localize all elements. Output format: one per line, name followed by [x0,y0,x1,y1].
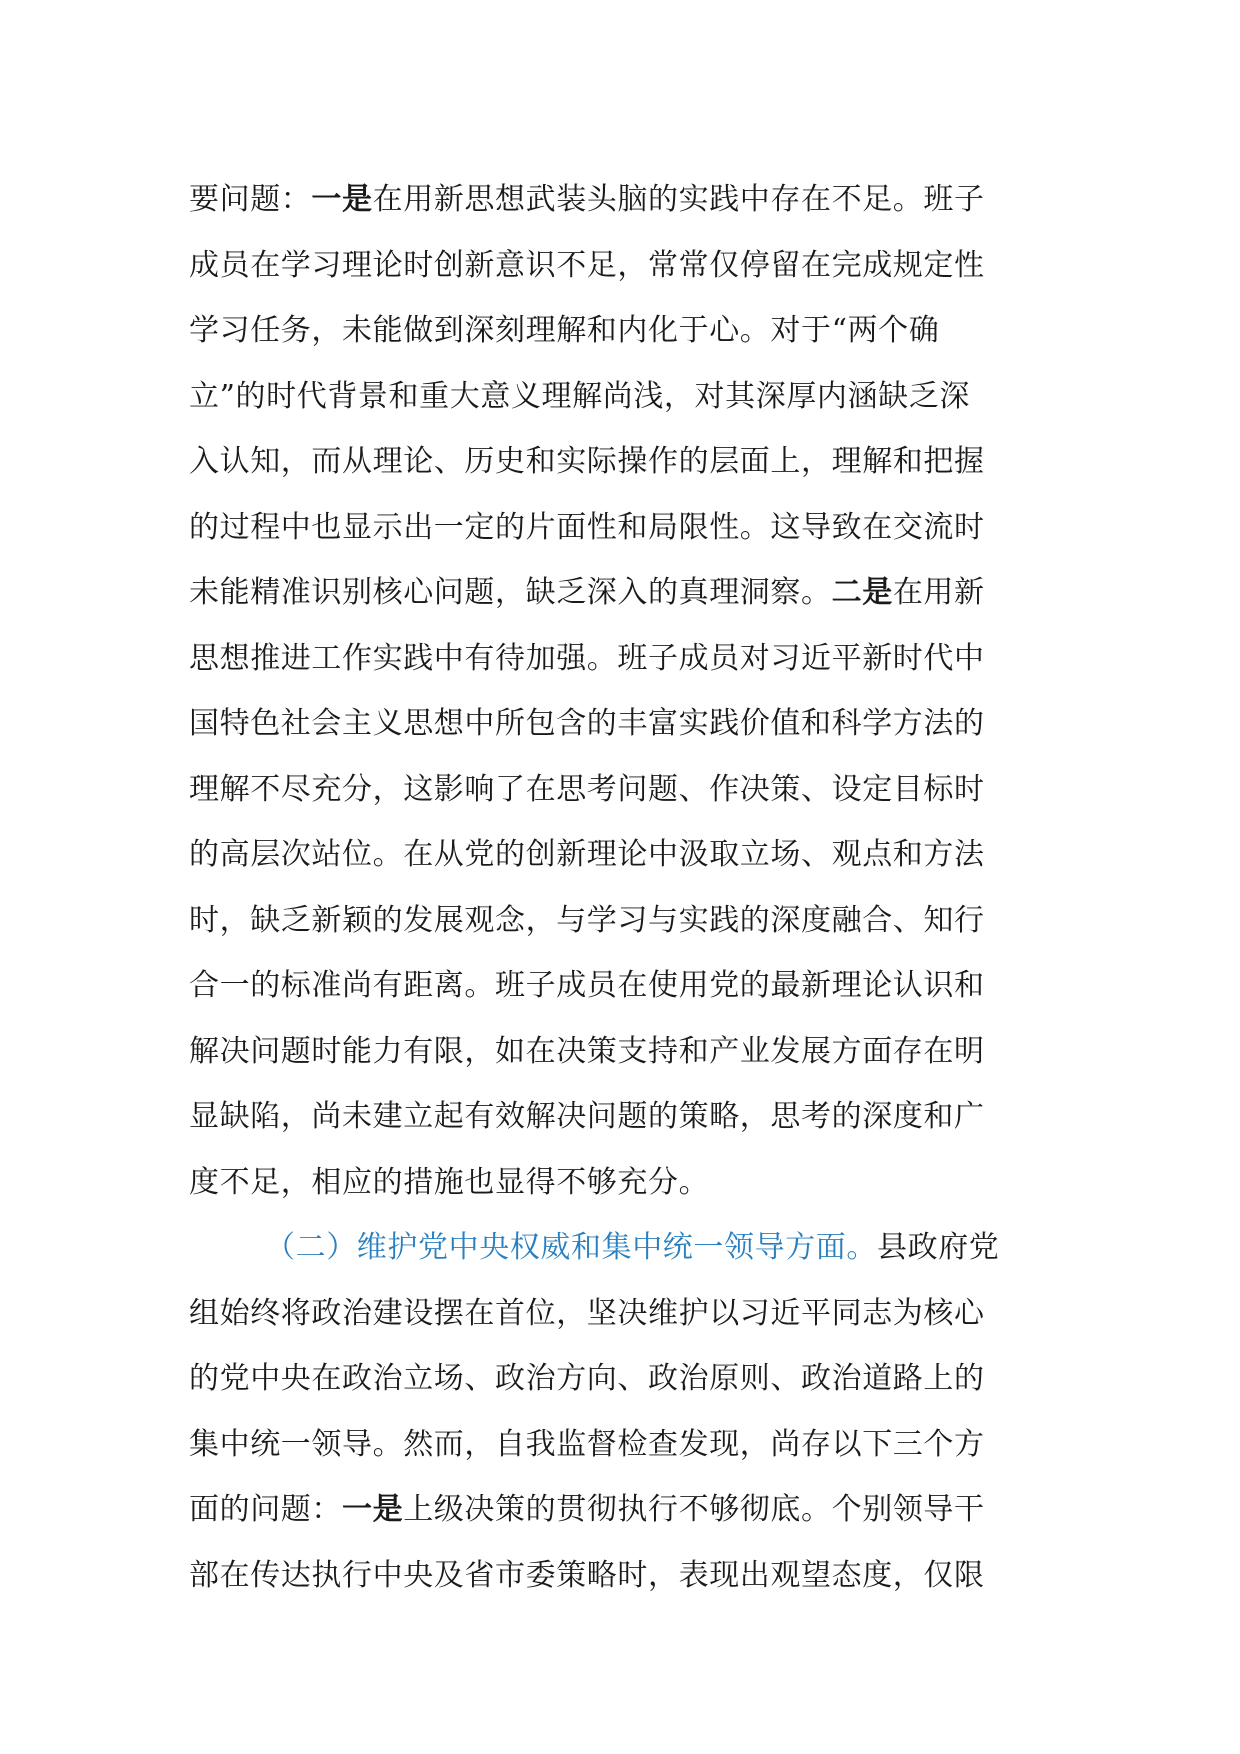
body-text: 部在传达执行中央及省市委策略时，表现出观望态度，仅限 [189,1557,985,1593]
text-line [189,233,1049,299]
body-text: 理解不尽充分，这影响了在思考问题、作决策、设定目标时 [189,771,985,807]
body-text: 要问题： [189,182,312,217]
text-line [189,1543,1049,1609]
text-line [189,1477,1049,1543]
body-text: 的党中央在政治立场、政治方向、政治原则、政治道路上的 [189,1361,985,1396]
text-line [189,626,1049,692]
body-text: 的高层次站位。在从党的创新理论中汲取立场、观点和方法 [189,837,985,872]
emphasis-text: 二是 [831,575,893,610]
body-text: 在用新 [892,575,985,610]
text-line [189,1150,1049,1216]
text-line [189,757,1049,823]
body-text: 学习任务，未能做到深刻理解和内化于心。对于“两个确 [189,313,940,348]
body-text: 集中统一领导。然而，自我监督检查发现，尚存以下三个方 [189,1426,985,1462]
body-text: 未能精准识别核心问题，缺乏深入的真理洞察。 [189,575,832,610]
text-line [189,1215,1049,1281]
body-text: 解决问题时能力有限，如在决策支持和产业发展方面存在明 [189,1033,985,1069]
body-text: 入认知，而从理论、历史和实际操作的层面上，理解和把握 [189,444,985,479]
body-text: 县政府党 [877,1230,1000,1265]
body-text: 成员在学习理论时创新意识不足，常常仅停留在完成规定性 [189,247,985,283]
body-text: 国特色社会主义思想中所包含的丰富实践价值和科学方法的 [189,706,985,741]
text-line [189,298,1049,364]
text-line [189,1019,1049,1085]
emphasis-text: 一是 [311,182,373,217]
body-text: 面的问题： [189,1492,342,1527]
text-line [189,822,1049,888]
text-line [189,691,1049,757]
text-line [189,560,1049,626]
body-text: 时，缺乏新颖的发展观念，与学习与实践的深度融合、知行 [189,902,985,938]
body-text: 合一的标准尚有距离。班子成员在使用党的最新理论认识和 [189,968,985,1003]
body-text: 思想推进工作实践中有待加强。班子成员对习近平新时代中 [189,640,985,676]
body-text: 显缺陷，尚未建立起有效解决问题的策略，思考的深度和广 [189,1099,985,1134]
body-text: 上级决策的贯彻执行不够彻底。个别领导干 [403,1492,985,1527]
body-text: 的过程中也显示出一定的片面性和局限性。这导致在交流时 [189,509,985,545]
text-line [189,1412,1049,1478]
text-line [189,495,1049,561]
emphasis-text: 一是 [342,1492,404,1527]
text-line [189,364,1049,430]
body-text: 在用新思想武装头脑的实践中存在不足。班子 [372,182,985,217]
text-line [189,1346,1049,1412]
body-text: 组始终将政治建设摆在首位，坚决维护以习近平同志为核心 [189,1295,985,1331]
text-line [189,888,1049,954]
body-text: 立”的时代背景和重大意义理解尚浅，对其深厚内涵缺乏深 [189,378,970,414]
text-line [189,429,1049,495]
section-heading: （二）维护党中央权威和集中统一领导方面。 [265,1230,877,1265]
text-line [189,1281,1049,1347]
document-page [189,167,1049,1608]
text-line [189,1084,1049,1150]
body-text: 度不足，相应的措施也显得不够充分。 [189,1164,710,1200]
text-line [189,953,1049,1019]
text-line [189,167,1049,233]
